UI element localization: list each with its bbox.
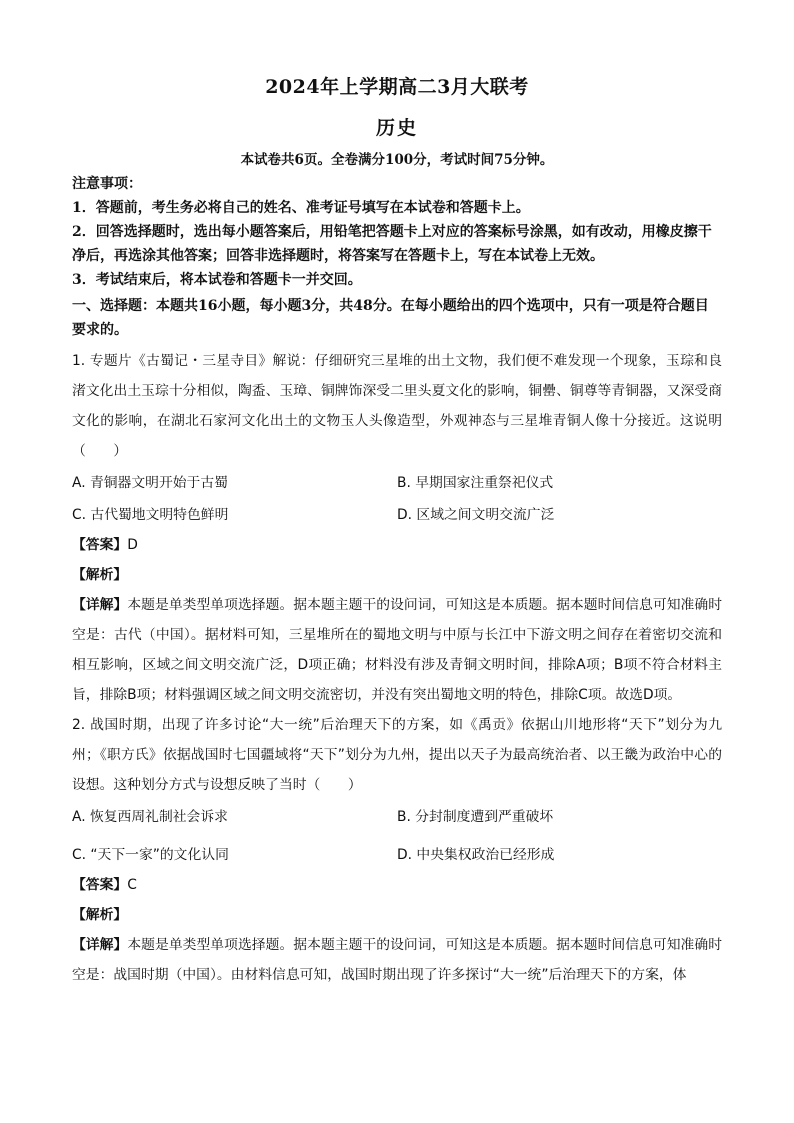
note-item: 2．回答选择题时，选出每小题答案后，用铅笔把答题卡上对应的答案标号涂黑，如有改动，用橡皮擦干净后，再选涂其他答案；回答非选择题时，将答案写在答题卡上，写在本试卷上无效。: [72, 224, 712, 264]
section-heading: 一、选择题：本题共16小题，每小题3分，共48分。在每小题给出的四个选项中，只有一项是符合题目要求的。: [72, 298, 709, 338]
options-row: [72, 840, 722, 870]
question-stem: 2. 战国时期，出现了许多讨论“大一统”后治理天下的方案，如《禹贡》依据山川地形将“天下”划分为九州；《职方氏》依据战国时七国疆域将“天下”划分为九州，提出以天子为最高统治者、以王畿为政治中心的设想。这种划分方式与设想反映了当时（ ）: [72, 717, 722, 793]
option-b: B. 分封制度遭到严重破坏: [397, 809, 554, 825]
detail-text: 本题是单类型单项选择题。据本题主题干的设问词，可知这是本质题。据本题时间信息可知准确时空是：战国时期（中国）。由材料信息可知，战国时期出现了许多探讨“大一统”后治理天下的方案，体: [72, 937, 723, 983]
question-stem: 1. 专题片《古蜀记・三星寺目》解说：仔细研究三星堆的出土文物，我们便不难发现一个现象，玉琮和良渚文化出土玉琮十分相似，陶盉、玉璋、铜牌饰深受二里头夏文化的影响，铜罍、铜尊等青铜器，又深受商文化的影响，在湖北石家河文化出土的文物玉人头像造型，外观神态与三星堆青铜人像十分接近。这说明（ ）: [72, 353, 722, 459]
subject-title: 历史: [375, 117, 418, 139]
exam-title: 2024年上学期高二3月大联考: [265, 76, 529, 98]
detail-paragraph: [72, 930, 722, 990]
options-row: [72, 802, 722, 832]
option-c: C. “天下一家”的文化认同: [72, 847, 229, 863]
note-item: 1．答题前，考生务必将自己的姓名、准考证号填写在本试卷和答题卡上。: [72, 200, 530, 216]
options-row: [72, 500, 722, 530]
analysis-label: 【解析】: [72, 567, 128, 583]
detail-paragraph: [72, 590, 722, 710]
options-row: [72, 468, 722, 498]
answer-value: D: [127, 537, 138, 553]
detail-label: 【详解】: [72, 597, 128, 613]
note-item: 3．考试结束后，将本试卷和答题卡一并交回。: [72, 272, 362, 288]
exam-info: 本试卷共6页。全卷满分100分，考试时间75分钟。: [240, 152, 554, 168]
detail-label: 【详解】: [72, 937, 128, 953]
answer-label: 【答案】: [72, 877, 128, 893]
detail-text: 本题是单类型单项选择题。据本题主题干的设问词，可知这是本质题。据本题时间信息可知准确时空是：古代（中国）。据材料可知，三星堆所在的蜀地文明与中原与长江中下游文明之间存在着密切交流和相互影响，区域之间文明交流广泛，D项正确；材料没有涉及青铜文明时间，排除A项；B项不符合材料主旨，排除B项；材料强调区域之间文明交流密切，并没有突出蜀地文明的特色，排除C项。故选D项。: [72, 597, 723, 703]
option-a: A. 青铜器文明开始于古蜀: [72, 475, 228, 491]
answer-line: [72, 530, 722, 560]
option-d: D. 中央集权政治已经形成: [397, 847, 555, 863]
answer-label: 【答案】: [72, 537, 128, 553]
analysis-label: 【解析】: [72, 907, 128, 923]
option-a: A. 恢复西周礼制社会诉求: [72, 809, 228, 825]
exam-page: [72, 68, 722, 990]
option-c: C. 古代蜀地文明特色鲜明: [72, 507, 229, 523]
option-d: D. 区域之间文明交流广泛: [397, 507, 555, 523]
option-b: B. 早期国家注重祭祀仪式: [397, 475, 554, 491]
answer-value: C: [127, 877, 137, 893]
notes-heading: 注意事项：: [72, 176, 142, 192]
answer-line: [72, 870, 722, 900]
